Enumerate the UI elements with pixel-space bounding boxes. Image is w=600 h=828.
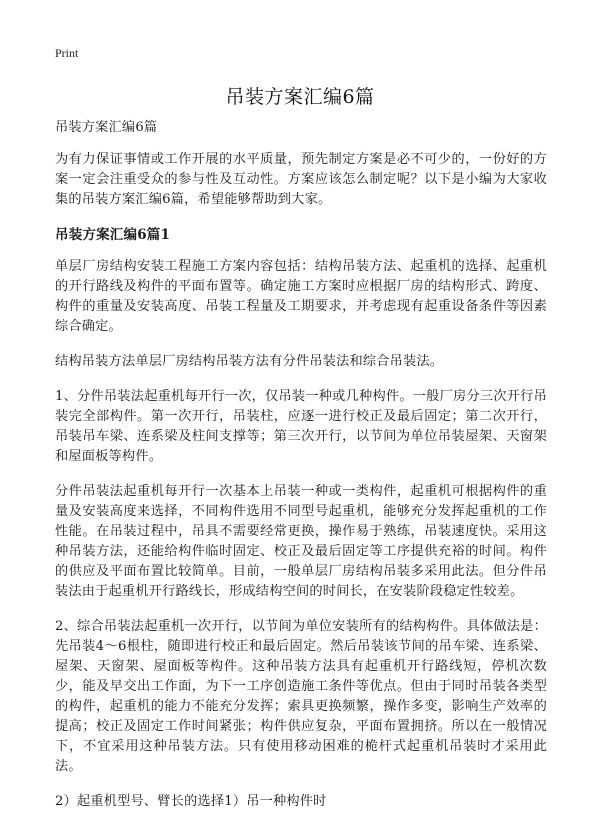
body-paragraph: 2、综合吊装法起重机一次开行，以节间为单位安装所有的结构构件。具体做法是：先吊装4～6根柱，随即进行校正和最后固定。然后吊装该节间的吊车梁、连系梁、屋架、天窗架、屋面板等构件。这种吊装方法具有起重机开行路线短，停机次数少，能及早交出工作面，为下一工序创造施工条件等优点。但由于同时吊装各类型的构件，起重机的能力不能充分发挥；索具更换频繁，操作多变，影响生产效率的提高；校正及固定工作时间紧张；构件供应复杂，平面布置拥挤。所以在一般情况下，不宜采用这种吊装方法。只有使用移动困难的桅杆式起重机吊装时才采用此法。 — [55, 619, 547, 774]
print-link[interactable]: Print — [55, 46, 79, 60]
document-subtitle: 吊装方案汇编6篇 — [55, 120, 158, 135]
intro-paragraph: 为有力保证事情或工作开展的水平质量，预先制定方案是必不可少的，一份好的方案一定会注重受众的参与性及互动性。方案应该怎么制定呢？以下是小编为大家收集的吊装方案汇编6篇，希望能够帮助到大家。 — [55, 152, 547, 207]
body-paragraph: 结构吊装方法单层厂房结构吊装方法有分件吊装法和综合吊装法。 — [55, 354, 444, 369]
body-paragraph: 2）起重机型号、臂长的选择1）吊一种构件时 — [55, 794, 327, 809]
body-paragraph: 单层厂房结构安装工程施工方案内容包括：结构吊装方法、起重机的选择、起重机的开行路线及构件的平面布置等。确定施工方案时应根据厂房的结构形式、跨度、构件的重量及安装高度、吊装工程量及工期要求，并考虑现有起重设备条件等因素综合确定。 — [55, 259, 547, 334]
section-heading: 吊装方案汇编6篇1 — [55, 227, 171, 243]
document-body — [55, 118, 547, 827]
body-paragraph: 1、分件吊装法起重机每开行一次，仅吊装一种或几种构件。一般厂房分三次开行吊装完全部构件。第一次开行，吊装柱，应逐一进行校正及最后固定；第二次开行，吊装吊车梁、连系梁及柱间支撑等；第三次开行，以节间为单位吊装屋架、天窗架和屋面板等构件。 — [55, 389, 547, 464]
body-paragraph: 分件吊装法起重机每开行一次基本上吊装一种或一类构件，起重机可根据构件的重量及安装高度来选择，不同构件选用不同型号起重机，能够充分发挥起重机的工作性能。在吊装过程中，吊具不需要经常更换，操作易于熟练，吊装速度快。采用这种吊装方法，还能给构件临时固定、校正及最后固定等工序提供充裕的时间。构件的供应及平面布置比较简单。目前，一般单层厂房结构吊装多采用此法。但分件吊装法由于起重机开行路线长，形成结构空间的时间长，在安装阶段稳定性较差。 — [55, 484, 547, 599]
document-title: 吊装方案汇编6篇 — [225, 86, 375, 108]
